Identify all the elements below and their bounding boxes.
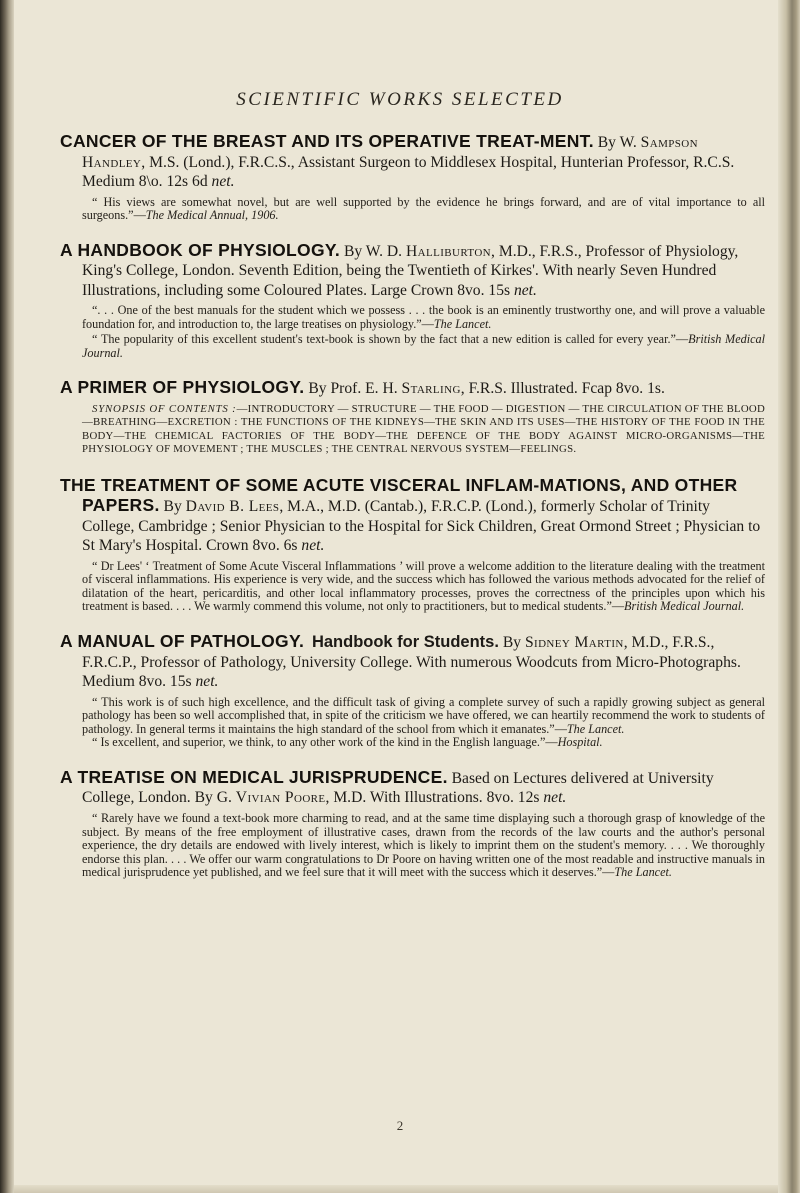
- price-suffix: net.: [513, 281, 537, 299]
- author-name: Vivian Poore: [235, 789, 326, 807]
- book-entry-primer-of-physiology: [60, 378, 765, 457]
- review-text: “ Rarely have we found a text-book more charming to read, and at the same time displaying such a thorough grasp of knowledge of the subject. By means of the free employment of illustrative cases, drawn from the records of the law courts and the author's personal experience, the dry details are endowed with lively interest, which is likely to imprint them on the student's memory. . . . We thoroughly endorse this plan. . . . We offer our warm congratulations to Dr Poore on having written one of the most readable and instructive manuals in medical jurisprudence yet published, and we feel sure that it will meet with the success which it deserves.”—: [82, 810, 765, 880]
- book-subtitle: Handbook for Students.: [311, 633, 499, 652]
- author-prefix: Based on Lectures delivered at University College, London. By G.: [82, 769, 714, 807]
- book-title: CANCER OF THE BREAST AND ITS OPERATIVE TREAT-MENT.: [60, 131, 594, 151]
- synopsis-text: —INTRODUCTORY — STRUCTURE — THE FOOD — DIGESTION — THE CIRCULATION OF THE BLOOD—BREATHING—EXCRETION : THE FUNCTIONS OF THE KIDNEYS—THE SKIN AND ITS USES—THE HISTORY OF THE FOOD IN THE BODY—THE CHEMICAL FACTORIES OF THE BODY—THE DEFENCE OF THE BODY AGAINST MICRO-ORGANISMS—THE PHYSIOLOGY OF MOVEMENT ; THE MUSCLES ; THE CENTRAL NERVOUS SYSTEM—FEELINGS.: [82, 403, 766, 456]
- entry-heading: [60, 132, 765, 192]
- price-suffix: net.: [301, 537, 325, 555]
- book-spine-shadow-left: [0, 0, 14, 1193]
- synopsis-lead: SYNOPSIS OF CONTENTS :: [92, 403, 237, 416]
- review-text: “ Dr Lees' ‘ Treatment of Some Acute Visceral Inflammations ’ will prove a welcome addition to the literature dealing with the treatment of visceral inflammations. His experience is very wide, and the success which has followed the various methods advocated for the relief of dilatation of the heart, pericarditis, and other local inflammatory processes, proves the correctness of the principles upon which his treatment is based. . . . We warmly commend this volume, not only to practitioners, but to medical students.”—: [82, 558, 765, 614]
- book-description: , F.R.S. Illustrated. Fcap 8vo. 1s.: [460, 379, 665, 397]
- book-description: , M.D., F.R.S., Professor of Physiology, King's College, London. Seventh Edition, being the Twentieth of Kirkes'. With nearly Seven Hundred Illustrations, including some Coloured Plates. Large Crown 8vo. 15s: [82, 242, 739, 299]
- review-source: Hospital.: [557, 735, 603, 750]
- review-source: The Lancet.: [614, 865, 672, 880]
- review-quote: [82, 304, 765, 331]
- author-prefix: By: [163, 498, 182, 516]
- entry-heading: [60, 378, 765, 399]
- entry-heading: [60, 632, 765, 692]
- synopsis-of-contents: [82, 403, 765, 457]
- price-suffix: net.: [543, 789, 567, 807]
- book-title: A HANDBOOK OF PHYSIOLOGY.: [60, 239, 341, 260]
- entry-heading: [60, 476, 765, 556]
- price-suffix: net.: [211, 173, 235, 190]
- review-text: “ The popularity of this excellent student's text-book is shown by the fact that a new edition is called for every year.”—: [92, 332, 689, 347]
- author-name: David B. Lees: [185, 498, 280, 516]
- author-prefix: By W. D.: [343, 242, 403, 260]
- page-number: 2: [396, 1118, 404, 1133]
- author-name: Starling: [401, 379, 461, 397]
- book-title: THE TREATMENT OF SOME ACUTE VISCERAL INFLAM-MATIONS, AND OTHER PAPERS.: [60, 474, 738, 516]
- review-text: “ His views are somewhat novel, but are well supported by the evidence he brings forward, and are of vital importance to all surgeons.”—: [82, 194, 765, 223]
- review-text: “. . . One of the best manuals for the student which we possess . . . the book is an eminently trustworthy one, and will prove a valuable foundation for, and introduction to, the large treatises on physiology.”—: [82, 303, 765, 331]
- review-quote: [82, 696, 765, 737]
- book-title: A MANUAL OF PATHOLOGY.: [60, 631, 305, 652]
- book-entry-manual-of-pathology: [60, 632, 765, 750]
- book-entry-medical-jurisprudence: [60, 768, 765, 880]
- book-entry-cancer-of-breast: [60, 132, 765, 223]
- page-body: [60, 132, 765, 880]
- review-quote: [82, 560, 765, 614]
- entry-heading: [60, 768, 765, 808]
- review-source: The Lancet.: [433, 316, 492, 331]
- book-entry-handbook-of-physiology: [60, 241, 765, 361]
- author-name: Sidney Martin: [524, 634, 624, 652]
- book-description: , M.D. With Illustrations. 8vo. 12s: [325, 789, 540, 807]
- book-description: , M.D., F.R.S., F.R.C.P., Professor of Pathology, University College. With numerous Woodcuts from Micro-Photographs. Medium 8vo. 15s: [82, 634, 741, 691]
- book-title: A TREATISE ON MEDICAL JURISPRUDENCE.: [60, 766, 448, 787]
- review-text: “ Is excellent, and superior, we think, to any other work of the kind in the English language.”—: [92, 735, 558, 750]
- review-source: The Lancet.: [566, 721, 625, 736]
- running-header: SCIENTIFIC WORKS SELECTED: [236, 89, 564, 110]
- author-name: Halliburton: [405, 242, 492, 260]
- review-source: The Medical Annual, 1906.: [145, 208, 279, 223]
- book-entry-acute-visceral-inflammations: [60, 476, 765, 614]
- book-title: A PRIMER OF PHYSIOLOGY.: [60, 376, 305, 397]
- book-description: , M.S. (Lond.), F.R.C.S., Assistant Surgeon to Middlesex Hospital, Hunterian Professor, R.C.S. Medium 8\o. 12s 6d: [82, 153, 735, 190]
- author-prefix: By W.: [597, 134, 637, 151]
- review-quote-2: [82, 736, 765, 750]
- price-suffix: net.: [195, 673, 219, 691]
- page-edge: [14, 1185, 778, 1193]
- review-quote: [82, 196, 765, 223]
- book-description: , M.A., M.D. (Cantab.), F.R.C.P. (Lond.), formerly Scholar of Trinity College, Cambridge ; Senior Physician to the Hospital for Sick Children, Great Ormond Street ; Physician to St Mary's Hospital. Crown 8vo. 6s: [82, 498, 761, 555]
- review-source: British Medical Journal.: [82, 332, 765, 360]
- book-spine-shadow-right: [778, 0, 800, 1193]
- review-text: “ This work is of such high excellence, and the difficult task of giving a complete survey of such a rapidly growing subject as general pathology has been so well accomplished that, in spite of the criticism we have offered, we can heartily recommend the work to students of pathology. In general terms it maintains the high standard of the school from which it emanates.”—: [82, 694, 765, 736]
- review-quote-2: [82, 333, 765, 360]
- review-source: British Medical Journal.: [624, 599, 745, 614]
- entry-heading: [60, 241, 765, 301]
- author-prefix: By Prof. E. H.: [308, 379, 398, 397]
- review-quote: [82, 812, 765, 880]
- author-name: Sampson Handley: [82, 134, 698, 171]
- author-prefix: By: [502, 634, 522, 652]
